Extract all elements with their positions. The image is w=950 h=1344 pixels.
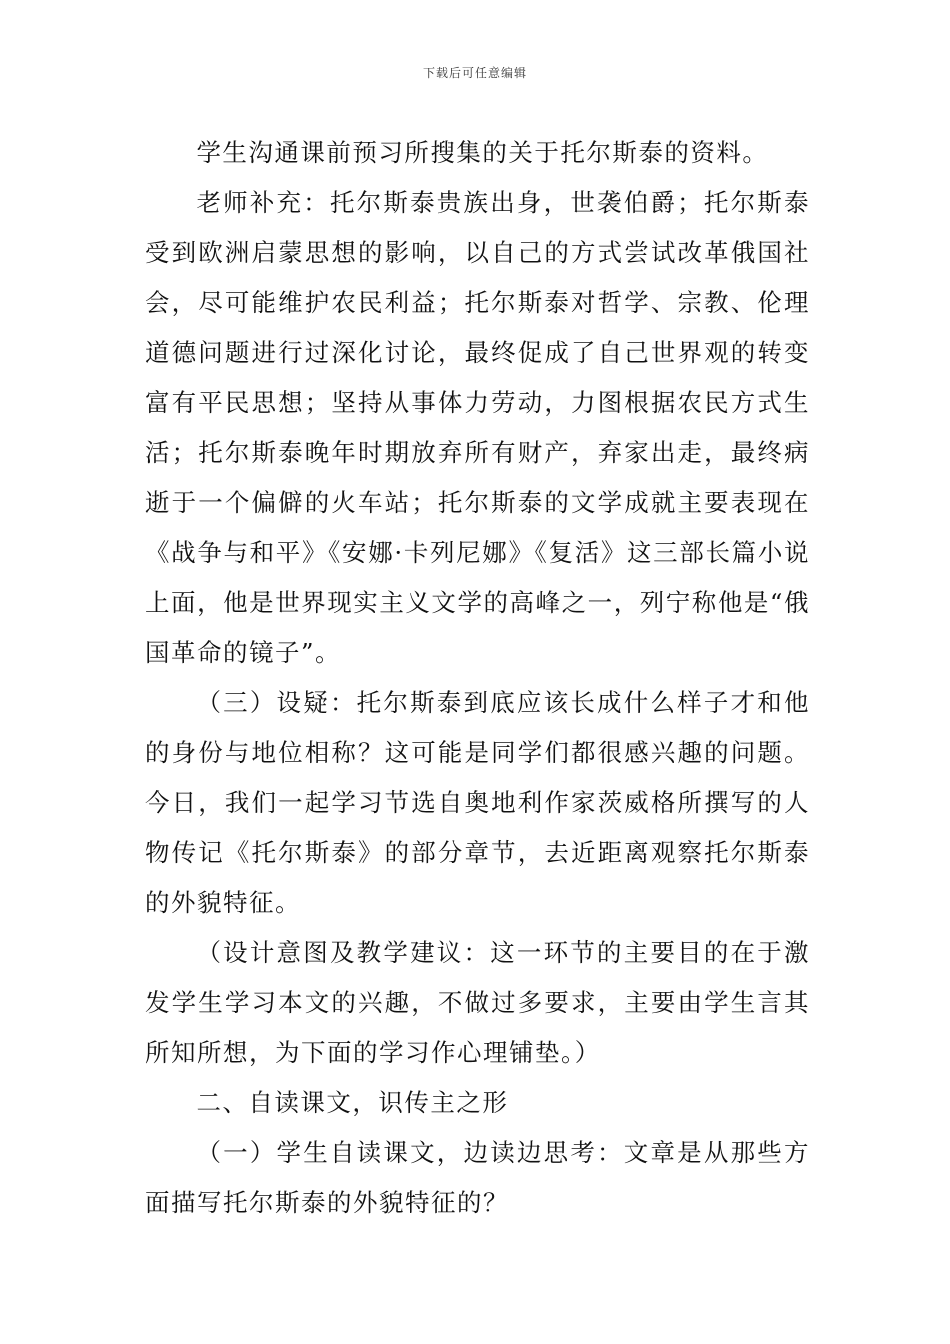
document-body	[145, 128, 810, 1228]
page-header: 下载后可任意编辑	[422, 66, 527, 80]
paragraph-preview-sharing: 学生沟通课前预习所搜集的关于托尔斯泰的资料。	[196, 138, 769, 167]
paragraph-teacher-supplement: 老师补充：托尔斯泰贵族出身，世袭伯爵；托尔斯泰受到欧洲启蒙思想的影响，以自己的方式尝试改革俄国社会，尽可能维护农民利益；托尔斯泰对哲学、宗教、伦理道德问题进行过深化讨论，最终促成了自己世界观的转变富有平民思想；坚持从事体力劳动，力图根据农民方式生活；托尔斯泰晚年时期放弃所有财产，弃家出走，最终病逝于一个偏僻的火车站；托尔斯泰的文学成就主要表现在《战争与和平》《安娜·卡列尼娜》《复活》这三部长篇小说上面，他是世界现实主义文学的高峰之一，列宁称他是“俄国革命的镜子”。	[145, 188, 810, 667]
section-heading-self-reading: 二、自读课文，识传主之形	[196, 1088, 509, 1117]
paragraph-design-intent: （设计意图及教学建议：这一环节的主要目的在于激发学生学习本文的兴趣，不做过多要求，主要由学生言其所知所想，为下面的学习作心理铺垫。）	[145, 938, 810, 1067]
paragraph-self-reading-task: （一）学生自读课文，边读边思考：文章是从那些方面描写托尔斯泰的外貌特征的？	[145, 1138, 810, 1217]
paragraph-question: （三）设疑：托尔斯泰到底应该长成什么样子才和他的身份与地位相称？这可能是同学们都很感兴趣的问题。今日，我们一起学习节选自奥地利作家茨威格所撰写的人物传记《托尔斯泰》的部分章节，去近距离观察托尔斯泰的外貌特征。	[145, 688, 810, 917]
